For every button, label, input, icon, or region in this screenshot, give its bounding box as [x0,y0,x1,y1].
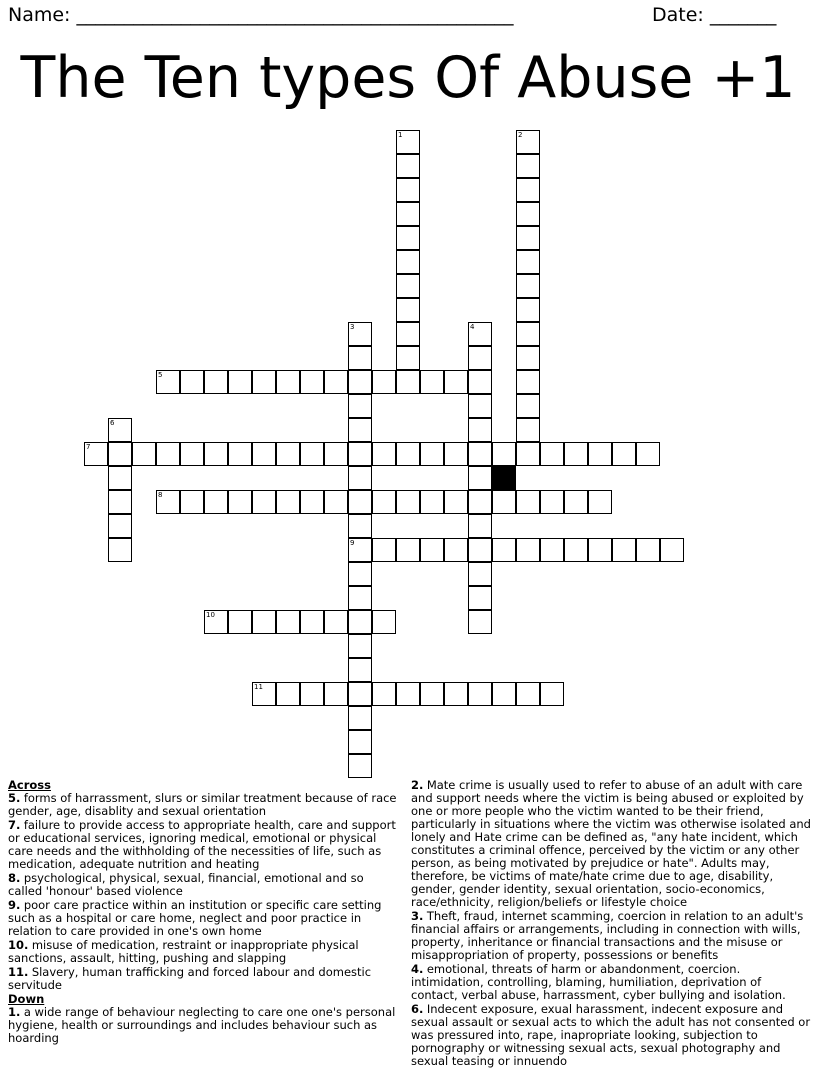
grid-cell[interactable] [396,298,420,322]
clue-number-label: 1 [398,131,403,139]
clue-item [411,963,811,1002]
grid-cell[interactable] [348,538,372,562]
down-clue-list [8,1006,400,1045]
clue-text: poor care practice within an institution or specific care setting such as a hospital or care home, neglect and poor practice in relation to care provided in one's own home [8,898,382,938]
grid-cell[interactable] [516,322,540,346]
grid-cell[interactable] [324,610,348,634]
grid-cell[interactable] [372,538,396,562]
grid-cell[interactable] [444,442,468,466]
grid-cell[interactable] [156,370,180,394]
grid-cell[interactable] [396,322,420,346]
clue-number: 2. [411,778,424,792]
grid-cell[interactable] [252,610,276,634]
grid-cell[interactable] [444,370,468,394]
grid-cell[interactable] [132,442,156,466]
grid-cell[interactable] [324,682,348,706]
clue-text: forms of harrassment, slurs or similar treatment because of race gender, age, disablity and sexual orientation [8,791,397,818]
grid-cell[interactable] [468,562,492,586]
grid-cell[interactable] [252,682,276,706]
grid-cell[interactable] [180,442,204,466]
grid-cell[interactable] [420,538,444,562]
clue-text: Indecent exposure, exual harassment, indecent exposure and sexual assault or sexual acts to which the adult has not consented or was pressured into, rape, inapropriate looking, subjection to pornography or witnessing sexual acts, sexual photography and sexual teasing or innuendo [411,1002,811,1068]
grid-cell[interactable] [516,418,540,442]
grid-cell[interactable] [324,370,348,394]
grid-block [492,466,516,490]
grid-cell[interactable] [204,442,228,466]
grid-cell[interactable] [108,490,132,514]
grid-cell[interactable] [300,370,324,394]
grid-cell[interactable] [540,682,564,706]
clue-number-label: 2 [518,131,523,139]
grid-cell[interactable] [396,370,420,394]
grid-cell[interactable] [372,442,396,466]
grid-cell[interactable] [660,538,684,562]
grid-cell[interactable] [300,490,324,514]
grid-cell[interactable] [372,370,396,394]
grid-cell[interactable] [516,274,540,298]
grid-cell[interactable] [108,442,132,466]
grid-cell[interactable] [540,490,564,514]
grid-cell[interactable] [468,394,492,418]
grid-cell[interactable] [348,346,372,370]
clue-number: 6. [411,1002,424,1016]
grid-cell[interactable] [564,538,588,562]
grid-cell[interactable] [468,322,492,346]
grid-cell[interactable] [228,370,252,394]
grid-cell[interactable] [348,370,372,394]
clue-item [8,819,400,871]
clue-number: 11. [8,965,29,979]
grid-cell[interactable] [84,442,108,466]
grid-cell[interactable] [516,442,540,466]
grid-cell[interactable] [492,442,516,466]
grid-cell[interactable] [348,490,372,514]
grid-cell[interactable] [396,274,420,298]
grid-cell[interactable] [492,682,516,706]
grid-cell[interactable] [108,538,132,562]
clue-item [8,899,400,938]
grid-cell[interactable] [348,514,372,538]
grid-cell[interactable] [396,226,420,250]
grid-cell[interactable] [276,682,300,706]
grid-cell[interactable] [636,538,660,562]
grid-cell[interactable] [516,370,540,394]
grid-cell[interactable] [348,442,372,466]
grid-cell[interactable] [468,370,492,394]
grid-cell[interactable] [444,490,468,514]
grid-cell[interactable] [372,490,396,514]
grid-cell[interactable] [468,538,492,562]
name-field[interactable]: Name: ______________________________________________ [8,4,514,26]
clue-number-label: 11 [254,683,263,691]
grid-cell[interactable] [108,514,132,538]
grid-cell[interactable] [228,610,252,634]
grid-cell[interactable] [300,442,324,466]
clue-item [8,792,400,818]
grid-cell[interactable] [516,682,540,706]
grid-cell[interactable] [516,346,540,370]
clues-left-column [8,779,400,1046]
grid-cell[interactable] [468,490,492,514]
across-heading: Across [8,778,51,792]
clue-text: Mate crime is usually used to refer to abuse of an adult with care and support needs where the victim is being abused or exploited by one or more people who the victim wanted to be their friend, particularly in situations where the victim was otherwise isolated and lonely and Hate crime can be defined as, "any hate incident, which constitutes a criminal offence, perceived by the victim or any other person, as being motivated by prejudice or hate". Adults may, therefore, be victims of mate/hate crime due to age, disability, gender, gender identity, sexual orientation, socio-economics, race/ethnicity, religion/beliefs or lifestyle choice [411,778,811,909]
grid-cell[interactable] [348,706,372,730]
clue-number: 10. [8,938,29,952]
clue-number: 8. [8,871,21,885]
clue-item [411,910,811,962]
grid-cell[interactable] [396,442,420,466]
grid-cell[interactable] [468,346,492,370]
grid-cell[interactable] [252,490,276,514]
grid-cell[interactable] [516,394,540,418]
grid-cell[interactable] [348,658,372,682]
grid-cell[interactable] [348,730,372,754]
grid-cell[interactable] [348,466,372,490]
grid-cell[interactable] [516,226,540,250]
grid-cell[interactable] [348,634,372,658]
grid-cell[interactable] [300,682,324,706]
clue-number-label: 10 [206,611,215,619]
grid-cell[interactable] [564,442,588,466]
grid-cell[interactable] [276,370,300,394]
grid-cell[interactable] [180,490,204,514]
clue-item [8,872,400,898]
grid-cell[interactable] [636,442,660,466]
grid-cell[interactable] [564,490,588,514]
grid-cell[interactable] [324,442,348,466]
clue-item [8,1006,400,1045]
clue-text: failure to provide access to appropriate health, care and support or educational services, ignoring medical, emotional or physical care needs and the withholding of the necessities of life, such as medication, adequate nutrition and heating [8,818,396,871]
grid-cell[interactable] [396,178,420,202]
clue-number-label: 5 [158,371,163,379]
grid-cell[interactable] [156,442,180,466]
clue-text: emotional, threats of harm or abandonment, coercion. intimidation, controlling, blaming, humiliation, deprivation of contact, verbal abuse, harrassment, cyber bullying and isolation. [411,962,786,1002]
across-clue-list [8,792,400,992]
clue-text: Theft, fraud, internet scamming, coercion in relation to an adult's financial affairs or arrangements, including in connection with wills, property, inheritance or financial transactions and the misuse or misappropriation of property, possessions or benefits [411,909,804,962]
date-field[interactable]: Date: _______ [652,4,777,26]
grid-cell[interactable] [516,298,540,322]
grid-cell[interactable] [276,490,300,514]
grid-cell[interactable] [540,442,564,466]
grid-cell[interactable] [444,538,468,562]
grid-cell[interactable] [396,130,420,154]
clue-number-label: 8 [158,491,163,499]
grid-cell[interactable] [516,250,540,274]
clue-number: 5. [8,791,21,805]
grid-cell[interactable] [516,130,540,154]
grid-cell[interactable] [516,538,540,562]
grid-cell[interactable] [252,370,276,394]
clue-item [411,779,811,909]
grid-cell[interactable] [516,202,540,226]
grid-cell[interactable] [468,466,492,490]
grid-cell[interactable] [420,682,444,706]
grid-cell[interactable] [348,610,372,634]
down-clue-list-continued [411,779,811,1068]
grid-cell[interactable] [276,442,300,466]
grid-cell[interactable] [204,490,228,514]
clue-text: psychological, physical, sexual, financial, emotional and so called 'honour' based violence [8,871,364,898]
down-heading: Down [8,992,45,1006]
clue-number-label: 4 [470,323,475,331]
clue-number-label: 9 [350,539,355,547]
grid-cell[interactable] [516,490,540,514]
grid-cell[interactable] [348,562,372,586]
grid-cell[interactable] [444,682,468,706]
grid-cell[interactable] [468,442,492,466]
grid-cell[interactable] [420,370,444,394]
grid-cell[interactable] [588,538,612,562]
grid-cell[interactable] [228,490,252,514]
clue-number: 9. [8,898,21,912]
grid-cell[interactable] [324,490,348,514]
grid-cell[interactable] [396,538,420,562]
clue-number: 7. [8,818,21,832]
grid-cell[interactable] [468,682,492,706]
clues-right-column [411,779,811,1069]
grid-cell[interactable] [396,346,420,370]
grid-cell[interactable] [156,490,180,514]
grid-cell[interactable] [348,394,372,418]
clue-number: 4. [411,962,424,976]
grid-cell[interactable] [420,490,444,514]
grid-cell[interactable] [468,586,492,610]
grid-cell[interactable] [204,610,228,634]
grid-cell[interactable] [492,538,516,562]
grid-cell[interactable] [540,538,564,562]
grid-cell[interactable] [468,418,492,442]
grid-cell[interactable] [108,418,132,442]
grid-cell[interactable] [396,154,420,178]
grid-cell[interactable] [516,154,540,178]
clue-number-label: 6 [110,419,115,427]
clue-item [8,966,400,992]
clue-text: a wide range of behaviour neglecting to care one one's personal hygiene, health or surroundings and includes behaviour such as hoarding [8,1005,396,1045]
clue-item [8,939,400,965]
grid-cell[interactable] [348,754,372,778]
grid-cell[interactable] [396,202,420,226]
grid-cell[interactable] [228,442,252,466]
grid-cell[interactable] [396,682,420,706]
grid-cell[interactable] [348,586,372,610]
grid-cell[interactable] [348,322,372,346]
grid-cell[interactable] [396,490,420,514]
grid-cell[interactable] [372,682,396,706]
grid-cell[interactable] [396,250,420,274]
grid-cell[interactable] [252,442,276,466]
clue-text: misuse of medication, restraint or inappropriate physical sanctions, assault, hitting, pushing and slapping [8,938,359,965]
puzzle-title: The Ten types Of Abuse +1 [20,45,796,111]
grid-cell[interactable] [348,682,372,706]
clue-item [411,1003,811,1068]
grid-cell[interactable] [372,610,396,634]
grid-cell[interactable] [516,178,540,202]
grid-cell[interactable] [300,610,324,634]
grid-cell[interactable] [612,442,636,466]
grid-cell[interactable] [108,466,132,490]
grid-cell[interactable] [204,370,228,394]
grid-cell[interactable] [492,490,516,514]
grid-cell[interactable] [348,418,372,442]
grid-cell[interactable] [588,442,612,466]
grid-cell[interactable] [588,490,612,514]
grid-cell[interactable] [468,514,492,538]
grid-cell[interactable] [420,442,444,466]
clue-number: 3. [411,909,424,923]
clue-number-label: 7 [86,443,91,451]
clue-number: 1. [8,1005,21,1019]
grid-cell[interactable] [468,610,492,634]
clue-number-label: 3 [350,323,355,331]
grid-cell[interactable] [180,370,204,394]
clue-text: Slavery, human trafficking and forced labour and domestic servitude [8,965,372,992]
grid-cell[interactable] [612,538,636,562]
grid-cell[interactable] [276,610,300,634]
